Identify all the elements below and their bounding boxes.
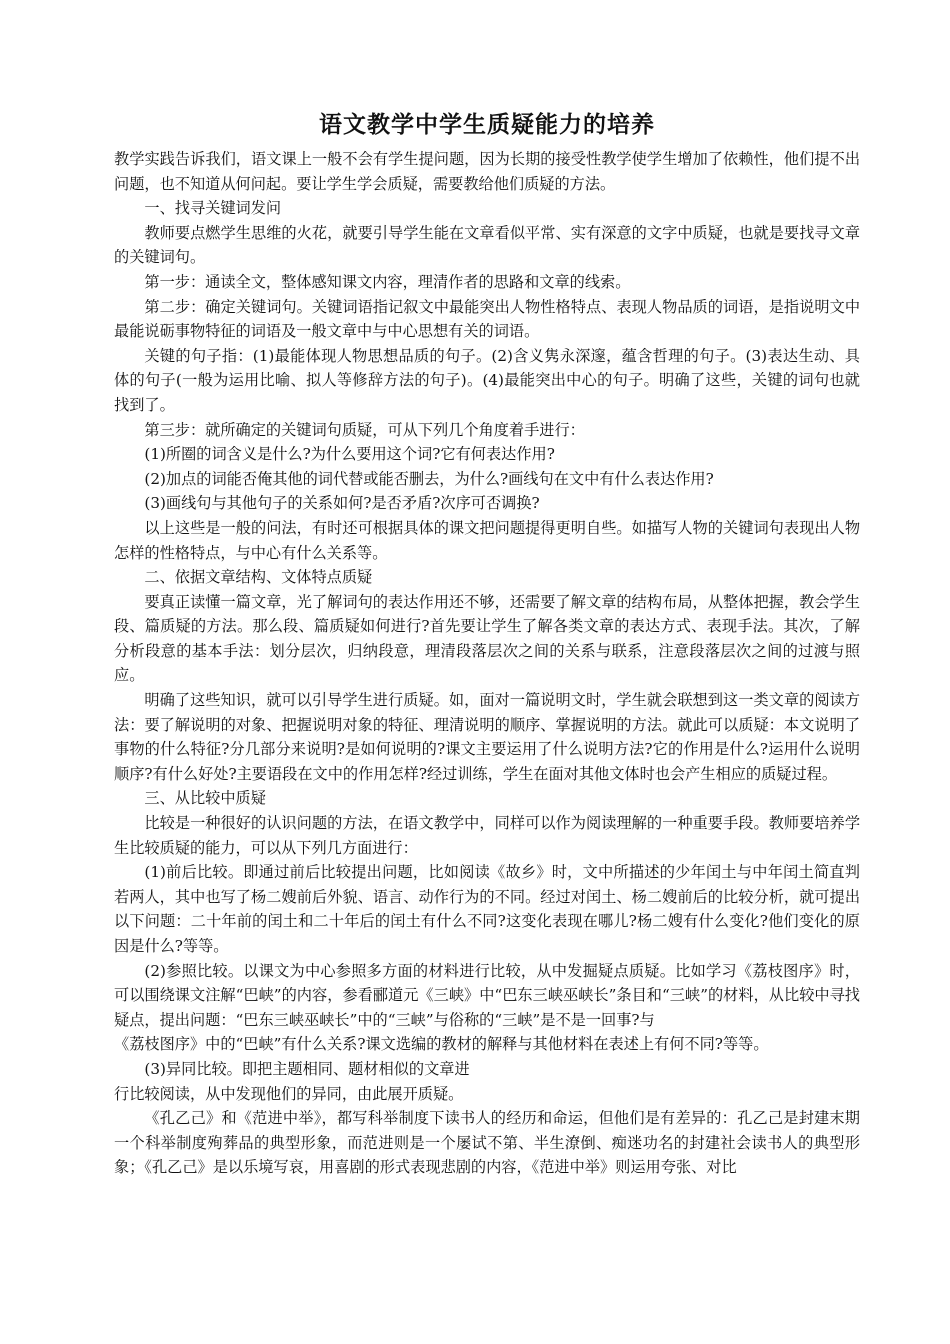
paragraph: 第三步：就所确定的关键词句质疑，可从下列几个角度着手进行： (144, 420, 585, 439)
paragraph: 三、从比较中质疑 (144, 789, 266, 808)
document-body (114, 147, 860, 1180)
paragraph: 第二步：确定关键词句。关键词语指记叙文中最能突出人物性格特点、表现人物品质的词语，是指说明文中最能说砺事物特征的词语及一般文章中与中心思想有关的词语。 (114, 297, 860, 341)
paragraph: 以上这些是一般的问法，有时还可根据具体的课文把问题提得更明自些。如描写人物的关键词句表现出人物怎样的性格特点，与中心有什么关系等。 (114, 518, 860, 562)
paragraph: 《荔枝图序》中的“巴峡”有什么关系?课文选编的教材的解释与其他材料在表述上有何不同?等等。 (114, 1035, 769, 1054)
paragraph: 行比较阅读，从中发现他们的异同，由此展开质疑。 (114, 1084, 464, 1103)
paragraph: (2)参照比较。以课文为中心参照多方面的材料进行比较，从中发掘疑点质疑。比如学习《荔枝图序》时，可以围绕课文注解“巴峡”的内容，参看郦道元《三峡》中“巴东三峡巫峡长”条目和“三峡”的材料，从比较中寻找疑点，提出问题：“巴东三峡巫峡长”中的“三峡”与俗称的“三峡”是不是一回事?与 (114, 961, 860, 1029)
document-title: 语文教学中学生质疑能力的培养 (319, 112, 655, 138)
paragraph: 教学实践告诉我们，语文课上一般不会有学生提问题，因为长期的接受性教学使学生增加了依赖性，他们提不出问题，也不知道从何问起。要让学生学会质疑，需要教给他们质疑的方法。 (114, 150, 860, 193)
paragraph: (3)画线句与其他句子的关系如何?是否矛盾?次序可否调换? (144, 494, 540, 513)
paragraph: 要真正读懂一篇文章，光了解词句的表达作用还不够，还需要了解文章的结构布局，从整体把握，教会学生段、篇质疑的方法。那么段、篇质疑如何进行?首先要让学生了解各类文章的表达方式、表现手法。其次，了解分析段意的基本手法：划分层次，归纳段意，理清段落层次之间的关系与联系，注意段落层次之间的过渡与照应。 (114, 592, 860, 685)
paragraph: (1)前后比较。即通过前后比较提出问题，比如阅读《故乡》时，文中所描述的少年闰土与中年闰土简直判若两人，其中也写了杨二嫂前后外貌、语言、动作行为的不同。经过对闰土、杨二嫂前后的比较分析，就可提出以下问题：二十年前的闰土和二十年后的闰土有什么不同?这变化表现在哪儿?杨二嫂有什么变化?他们变化的原因是什么?等等。 (114, 863, 860, 955)
paragraph: 明确了这些知识，就可以引导学生进行质疑。如，面对一篇说明文时，学生就会联想到这一类文章的阅读方法：要了解说明的对象、把握说明对象的特征、理清说明的顺序、掌握说明的方法。就此可以质疑：本文说明了事物的什么特征?分几部分来说明?是如何说明的?课文主要运用了什么说明方法?它的作用是什么?运用什么说明顺序?有什么好处?主要语段在文中的作用怎样?经过训练，学生在面对其他文体时也会产生相应的质疑过程。 (114, 691, 860, 783)
paragraph: 比较是一种很好的认识问题的方法，在语文教学中，同样可以作为阅读理解的一种重要手段。教师要培养学生比较质疑的能力，可以从下列几方面进行： (114, 814, 860, 857)
paragraph: (2)加点的词能否俺其他的词代替或能否删去，为什么?画线句在文中有什么表达作用? (144, 469, 714, 488)
paragraph: (1)所圈的词含义是什么?为什么要用这个词?它有何表达作用? (144, 445, 555, 464)
paragraph: 第一步：通读全文，整体感知课文内容，理清作者的思路和文章的线索。 (144, 272, 631, 291)
paragraph: 二、依据文章结构、文体特点质疑 (144, 568, 373, 587)
paragraph: 一、找寻关键词发问 (144, 199, 282, 218)
paragraph: 关键的句子指：(1)最能体现人物思想品质的句子。(2)含义隽永深邃，蕴含哲理的句子。(3)表达生动、具体的句子(一般为运用比喻、拟人等修辞方法的句子)。(4)最能突出中心的句子。明确了这些，关键的词句也就找到了。 (114, 346, 860, 414)
document-page (114, 108, 860, 1180)
paragraph: 《孔乙己》和《范进中举》，都写科举制度下读书人的经历和命运，但他们是有差异的：孔乙己是封建末期一个科举制度殉葬品的典型形象，而范进则是一个屡试不第、半生潦倒、痴迷功名的封建社会读书人的典型形象；《孔乙己》是以乐境写哀，用喜剧的形式表现悲剧的内容，《范进中举》则运用夸张、对比 (114, 1109, 860, 1177)
paragraph: 教师要点燃学生思维的火花，就要引导学生能在文章看似平常、实有深意的文字中质疑，也就是要找寻文章的关键词句。 (114, 223, 860, 267)
paragraph: (3)异同比较。即把主题相同、题材相似的文章进 (144, 1059, 470, 1078)
